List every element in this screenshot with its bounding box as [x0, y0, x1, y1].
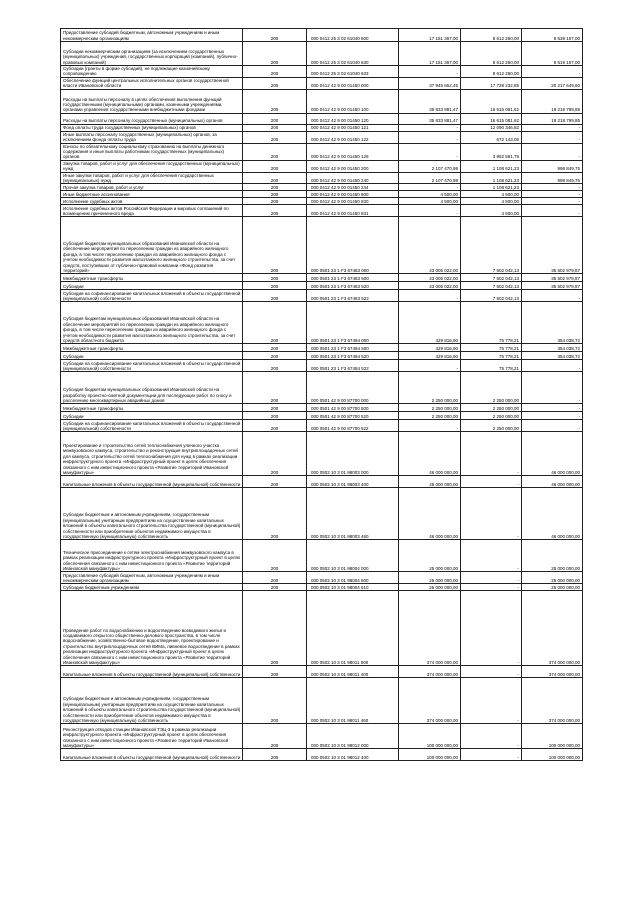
row-budget-code-cell: 000 0501 42 9 00 87700 000 — [307, 372, 399, 404]
row-executed-cell: 16 615 081,62 — [461, 89, 522, 113]
row-executed-cell: 2 250 000,00 — [461, 412, 522, 420]
row-executed-cell: 1 108 621,23 — [461, 172, 522, 184]
row-executed-cell: 75 778,21 — [461, 302, 522, 344]
row-approved-cell: 43 005 022,00 — [399, 282, 461, 290]
table-row — [61, 584, 583, 591]
row-line-code-cell: 200 — [243, 217, 307, 274]
row-budget-code-cell: 000 0412 25 3 02 61040 630 — [307, 42, 399, 66]
row-name-cell: Проектирование и строительство сетей теплоснабжения уличного участка межвузовского кампуса, строительство и реконструкция внутриплощадочных сетей для кампуса, строительство сетей теплоснабжения для нужд в рамках реализации инфраструктурного проекта «Инфраструктурный проект в целях обеспечения связанного с ним инвестиционного проекта «Развитие территорий Ивановской мануфактуры» — [61, 432, 243, 476]
row-budget-code-cell: 000 0501 23 1 F3 67484 522 — [307, 360, 399, 372]
table-row — [61, 591, 583, 666]
row-executed-cell: - — [461, 724, 522, 749]
table-row — [61, 282, 583, 290]
row-unexecuted-cell: 46 000 000,00 — [522, 488, 583, 540]
row-name-cell: Субсидии бюджетным учреждениям — [61, 584, 243, 591]
row-budget-code-cell: 000 0412 42 9 00 01450 830 — [307, 198, 399, 205]
row-name-cell: Субсидии на софинансирование капитальных вложений в объекты государственной (муниципальной) собственности — [61, 360, 243, 372]
row-executed-cell: - — [461, 749, 522, 761]
row-approved-cell: 46 000 000,00 — [399, 488, 461, 540]
table-row — [61, 432, 583, 476]
row-name-cell: Исполнение судебных актов Российской Федерации и мировых соглашений по возмещению причиненного вреда — [61, 205, 243, 217]
row-line-code-cell: 200 — [243, 404, 307, 412]
row-approved-cell: 2 250 000,00 — [399, 412, 461, 420]
row-name-cell: Иные выплаты персоналу государственных (муниципальных) органов, за исключением фонда оплаты труда — [61, 131, 243, 143]
row-approved-cell: 17 151 367,00 — [399, 29, 461, 42]
row-name-cell: Прочая закупка товаров, работ и услуг — [61, 184, 243, 191]
row-name-cell: Субсидии бюджетным и автономным учреждениям, государственным (муниципальным) унитарным предприятиям на осуществление капитальных вложений в объекты капитального строительства государственной (муниципальной) собственности или приобретение объектов недвижимого имущества в государственную (муниципальную) собственность — [61, 488, 243, 540]
table-row — [61, 572, 583, 584]
row-unexecuted-cell: - — [522, 404, 583, 412]
row-approved-cell: - — [399, 205, 461, 217]
row-line-code-cell: 200 — [243, 143, 307, 160]
row-line-code-cell: 200 — [243, 412, 307, 420]
row-approved-cell: 46 000 000,00 — [399, 476, 461, 488]
row-executed-cell: 75 778,21 — [461, 344, 522, 352]
row-name-cell: Техническое присоединение к сетям электроснабжения межвузовского кампуса в рамках реализации инфраструктурного проекта «Инфраструктурный проект в целях обеспечения связанного с ним инвестиционного проекта «Развитие территорий Ивановской мануфактуры» — [61, 540, 243, 572]
row-name-cell: Иные закупки товаров, работ и услуг для обеспечения государственных (муниципальных) нужд — [61, 172, 243, 184]
row-budget-code-cell: 000 0412 42 9 00 01450 000 — [307, 77, 399, 89]
row-executed-cell: - — [461, 678, 522, 724]
row-budget-code-cell: 000 0502 10 3 01 98003 000 — [307, 432, 399, 476]
row-name-cell: Межбюджетные трансферты — [61, 274, 243, 282]
row-line-code-cell: 200 — [243, 749, 307, 761]
row-name-cell: Субсидии бюджетным и автономным учреждениям, государственным (муниципальным) унитарным предприятиям на осуществление капитальных вложений в объекты капитального строительства государственной (муниципальной) собственности или приобретение объектов недвижимого имущества в государственную (муниципальную) собственность — [61, 678, 243, 724]
row-line-code-cell: 200 — [243, 29, 307, 42]
row-executed-cell: 7 502 042,13 — [461, 290, 522, 302]
row-budget-code-cell: 000 0502 10 3 01 98003 400 — [307, 476, 399, 488]
row-budget-code-cell: 000 0412 42 9 00 01450 121 — [307, 124, 399, 131]
row-name-cell: Обеспечение функций центральных исполнительных органов государственной власти Ивановской области — [61, 77, 243, 89]
row-executed-cell: - — [461, 432, 522, 476]
row-unexecuted-cell: - — [522, 124, 583, 131]
row-line-code-cell: 200 — [243, 172, 307, 184]
table-row — [61, 360, 583, 372]
row-name-cell: Проведение работ по водоснабжению и водоотведению возводимого жилья и создаваемого открытого общественно-делового пространства, в том числе водоснабжение, хозяйственно-бытовое водоотведение, проектирование и строительство внутриплощадочных сетей ВИМа, ливневое водоотведение в рамках реализации инфраструктурного проекта «Инфраструктурный проект в целях обеспечения связанного с ним инвестиционного проекта «Развитие территорий Ивановской мануфактуры» — [61, 591, 243, 666]
row-executed-cell: 12 090 346,82 — [461, 124, 522, 131]
table-body — [61, 29, 583, 761]
row-line-code-cell: 200 — [243, 488, 307, 540]
row-unexecuted-cell: 20 217 649,60 — [522, 77, 583, 89]
row-budget-code-cell: 000 0502 10 3 01 98004 000 — [307, 540, 399, 572]
row-approved-cell: 46 000 000,00 — [399, 432, 461, 476]
row-approved-cell: 100 000 000,00 — [399, 724, 461, 749]
row-approved-cell: 35 833 881,47 — [399, 89, 461, 113]
row-budget-code-cell: 000 0501 23 1 F3 67483 000 — [307, 217, 399, 274]
row-unexecuted-cell: - — [522, 412, 583, 420]
table-row — [61, 89, 583, 113]
row-name-cell: Фонд оплаты труда государственных (муниципальных) органов — [61, 124, 243, 131]
row-unexecuted-cell: 35 502 979,87 — [522, 282, 583, 290]
row-line-code-cell: 200 — [243, 591, 307, 666]
row-line-code-cell: 200 — [243, 420, 307, 432]
row-budget-code-cell: 000 0502 10 3 01 98012 400 — [307, 749, 399, 761]
row-line-code-cell: 200 — [243, 89, 307, 113]
table-row — [61, 131, 583, 143]
row-executed-cell: - — [461, 572, 522, 584]
row-budget-code-cell: 000 0501 23 1 F3 67483 500 — [307, 274, 399, 282]
row-name-cell: Субсидии (гранты в форме субсидий), не подлежащие казначейскому сопровождению — [61, 66, 243, 78]
row-executed-cell: 4 500,00 — [461, 198, 522, 205]
row-approved-cell: 25 000 000,00 — [399, 572, 461, 584]
row-budget-code-cell: 000 0412 25 3 02 61040 633 — [307, 66, 399, 78]
row-executed-cell: 8 612 260,00 — [461, 42, 522, 66]
row-name-cell: Субсидии — [61, 352, 243, 360]
row-line-code-cell: 200 — [243, 77, 307, 89]
row-line-code-cell: 200 — [243, 372, 307, 404]
row-line-code-cell: 200 — [243, 131, 307, 143]
row-executed-cell: 672 143,05 — [461, 131, 522, 143]
row-budget-code-cell: 000 0502 10 3 01 98003 460 — [307, 488, 399, 540]
row-unexecuted-cell: 8 519 107,00 — [522, 42, 583, 66]
row-approved-cell: 17 151 367,00 — [399, 42, 461, 66]
table-row — [61, 666, 583, 678]
row-unexecuted-cell: - — [522, 372, 583, 404]
table-row — [61, 724, 583, 749]
row-line-code-cell: 200 — [243, 352, 307, 360]
row-budget-code-cell: 000 0412 42 9 00 01450 200 — [307, 160, 399, 172]
row-approved-cell: 374 000 000,00 — [399, 666, 461, 678]
table-row — [61, 172, 583, 184]
row-approved-cell: 2 250 000,00 — [399, 404, 461, 412]
row-budget-code-cell: 000 0501 23 1 F3 67484 500 — [307, 344, 399, 352]
row-executed-cell: 8 612 260,00 — [461, 29, 522, 42]
table-row — [61, 124, 583, 131]
table-row — [61, 290, 583, 302]
table-row — [61, 66, 583, 78]
row-name-cell: Субсидии некоммерческим организациям (за исключением государственных (муниципальных) учреждений, государственных корпораций (компаний), публично-правовых компаний) — [61, 42, 243, 66]
row-line-code-cell: 200 — [243, 184, 307, 191]
row-executed-cell: 2 250 000,00 — [461, 404, 522, 412]
row-approved-cell: - — [399, 124, 461, 131]
table-row — [61, 404, 583, 412]
row-budget-code-cell: 000 0412 42 9 00 01450 831 — [307, 205, 399, 217]
row-name-cell: Предоставление субсидий бюджетным, автономным учреждениям и иным некоммерческим организациям — [61, 572, 243, 584]
row-unexecuted-cell: 100 000 000,00 — [522, 749, 583, 761]
row-executed-cell: 7 502 042,13 — [461, 282, 522, 290]
row-line-code-cell: 200 — [243, 198, 307, 205]
row-line-code-cell: 200 — [243, 360, 307, 372]
row-approved-cell: 2 250 000,00 — [399, 372, 461, 404]
row-unexecuted-cell: - — [522, 143, 583, 160]
row-unexecuted-cell: 8 539 107,00 — [522, 29, 583, 42]
row-executed-cell: 16 615 081,62 — [461, 113, 522, 124]
row-name-cell: Субсидия бюджетам муниципальных образований Ивановской области на разработку проектно-сметной документации для последующих работ по сносу и расселению многоквартирных аварийных домов — [61, 372, 243, 404]
row-name-cell: Межбюджетные трансферты — [61, 404, 243, 412]
row-executed-cell: 7 502 042,13 — [461, 274, 522, 282]
row-budget-code-cell: 000 0412 42 9 00 01450 100 — [307, 89, 399, 113]
row-budget-code-cell: 000 0501 42 9 00 87700 500 — [307, 404, 399, 412]
row-approved-cell: - — [399, 420, 461, 432]
table-row — [61, 191, 583, 198]
row-budget-code-cell: 000 0502 10 3 01 98011 400 — [307, 666, 399, 678]
row-executed-cell: 8 612 260,00 — [461, 66, 522, 78]
row-unexecuted-cell: 998 849,75 — [522, 172, 583, 184]
row-unexecuted-cell: - — [522, 290, 583, 302]
row-name-cell: Взносы по обязательному социальному страхованию на выплаты денежного содержания и иные выплаты работникам государственных (муниципальных) органов — [61, 143, 243, 160]
row-name-cell: Субсидии — [61, 282, 243, 290]
row-budget-code-cell: 000 0502 10 3 01 98004 610 — [307, 584, 399, 591]
row-budget-code-cell: 000 0412 42 9 00 01450 800 — [307, 191, 399, 198]
row-line-code-cell: 200 — [243, 584, 307, 591]
row-approved-cell: 429 816,90 — [399, 302, 461, 344]
row-budget-code-cell: 000 0412 42 9 00 01450 240 — [307, 172, 399, 184]
row-approved-cell: 2 107 470,98 — [399, 172, 461, 184]
row-unexecuted-cell: 19 218 799,85 — [522, 113, 583, 124]
row-approved-cell: - — [399, 360, 461, 372]
row-line-code-cell: 200 — [243, 290, 307, 302]
row-unexecuted-cell: 25 000 000,00 — [522, 540, 583, 572]
row-unexecuted-cell: 374 000 000,00 — [522, 678, 583, 724]
budget-execution-table — [60, 28, 583, 761]
table-row — [61, 77, 583, 89]
row-executed-cell: - — [461, 666, 522, 678]
table-row — [61, 184, 583, 191]
row-approved-cell: - — [399, 290, 461, 302]
row-name-cell: Субсидии на софинансирование капитальных вложений в объекты государственной (муниципальной) собственности — [61, 420, 243, 432]
row-budget-code-cell: 000 0502 10 3 01 98011 460 — [307, 678, 399, 724]
row-budget-code-cell: 000 0501 23 1 F3 67484 520 — [307, 352, 399, 360]
row-unexecuted-cell: 46 000 000,00 — [522, 476, 583, 488]
row-unexecuted-cell: - — [522, 360, 583, 372]
row-line-code-cell: 200 — [243, 205, 307, 217]
row-line-code-cell: 200 — [243, 724, 307, 749]
table-row — [61, 412, 583, 420]
row-approved-cell: 25 000 000,00 — [399, 584, 461, 591]
row-executed-cell: 4 500,00 — [461, 191, 522, 198]
row-approved-cell: 4 500,00 — [399, 198, 461, 205]
row-name-cell: Исполнение судебных актов — [61, 198, 243, 205]
row-name-cell: Субсидия бюджетам муниципальных образований Ивановской области на обеспечение мероприятий по переселению граждан из аварийного жилищного фонда, в том числе переселению граждан из аварийного жилищного фонда с учетом необходимости развития малоэтажного жилищного строительства, за счет средств областного бюджета — [61, 302, 243, 344]
row-approved-cell: - — [399, 131, 461, 143]
row-unexecuted-cell: 35 502 979,87 — [522, 217, 583, 274]
row-budget-code-cell: 000 0501 42 9 00 87700 520 — [307, 412, 399, 420]
table-row — [61, 476, 583, 488]
table-row — [61, 540, 583, 572]
row-name-cell: Субсидия бюджетам муниципальных образований Ивановской области на обеспечение мероприятий по переселению граждан из аварийного жилищного фонда, в том числе переселению граждан из аварийного жилищного фонда с учетом необходимости развития малоэтажного жилищного строительства, за счет средств, поступивших от публично-правовой компании «Фонд развития территорий» — [61, 217, 243, 274]
row-line-code-cell: 200 — [243, 540, 307, 572]
row-line-code-cell: 200 — [243, 666, 307, 678]
row-approved-cell: - — [399, 66, 461, 78]
row-budget-code-cell: 000 0502 10 3 01 98011 000 — [307, 591, 399, 666]
row-budget-code-cell: 000 0501 42 9 00 87700 522 — [307, 420, 399, 432]
row-approved-cell: 4 500,00 — [399, 191, 461, 198]
table-row — [61, 678, 583, 724]
row-line-code-cell: 200 — [243, 432, 307, 476]
row-executed-cell: 2 250 000,00 — [461, 420, 522, 432]
row-unexecuted-cell: 374 000 000,00 — [522, 666, 583, 678]
row-unexecuted-cell: - — [522, 198, 583, 205]
row-budget-code-cell: 000 0412 25 3 02 61040 600 — [307, 29, 399, 42]
row-unexecuted-cell: 100 000 000,00 — [522, 724, 583, 749]
table-row — [61, 113, 583, 124]
row-approved-cell: - — [399, 143, 461, 160]
table-row — [61, 160, 583, 172]
row-executed-cell: - — [461, 584, 522, 591]
row-unexecuted-cell: 35 502 979,87 — [522, 274, 583, 282]
row-unexecuted-cell: 19 218 799,85 — [522, 89, 583, 113]
row-name-cell: Субсидии — [61, 412, 243, 420]
row-approved-cell: 2 107 470,98 — [399, 160, 461, 172]
table-row — [61, 302, 583, 344]
table-row — [61, 198, 583, 205]
row-name-cell: Закупка товаров, работ и услуг для обеспечения государственных (муниципальных) нужд — [61, 160, 243, 172]
row-unexecuted-cell: - — [522, 66, 583, 78]
row-executed-cell: 1 108 621,23 — [461, 160, 522, 172]
row-unexecuted-cell: 25 000 000,00 — [522, 584, 583, 591]
row-approved-cell: 35 833 881,47 — [399, 113, 461, 124]
row-unexecuted-cell: - — [522, 420, 583, 432]
row-unexecuted-cell: - — [522, 131, 583, 143]
row-budget-code-cell: 000 0501 23 1 F3 67483 520 — [307, 282, 399, 290]
row-executed-cell: - — [461, 591, 522, 666]
row-approved-cell: 100 000 000,00 — [399, 749, 461, 761]
row-executed-cell: - — [461, 540, 522, 572]
row-unexecuted-cell: - — [522, 205, 583, 217]
row-unexecuted-cell: - — [522, 191, 583, 198]
row-approved-cell: 43 005 022,00 — [399, 274, 461, 282]
row-approved-cell: 374 000 000,00 — [399, 591, 461, 666]
row-approved-cell: 429 816,90 — [399, 344, 461, 352]
row-line-code-cell: 200 — [243, 274, 307, 282]
row-name-cell: Межбюджетные трансферты — [61, 344, 243, 352]
table-row — [61, 488, 583, 540]
table-row — [61, 205, 583, 217]
row-budget-code-cell: 000 0412 42 9 00 01450 120 — [307, 113, 399, 124]
row-line-code-cell: 200 — [243, 113, 307, 124]
row-executed-cell: 4 500,00 — [461, 205, 522, 217]
table-row — [61, 217, 583, 274]
row-unexecuted-cell: 354 038,72 — [522, 352, 583, 360]
row-line-code-cell: 200 — [243, 476, 307, 488]
row-line-code-cell: 200 — [243, 191, 307, 198]
row-line-code-cell: 200 — [243, 678, 307, 724]
row-unexecuted-cell: 25 000 000,00 — [522, 572, 583, 584]
row-approved-cell: 25 000 000,00 — [399, 540, 461, 572]
row-line-code-cell: 200 — [243, 124, 307, 131]
row-budget-code-cell: 000 0501 23 1 F3 67484 000 — [307, 302, 399, 344]
row-line-code-cell: 200 — [243, 572, 307, 584]
row-line-code-cell: 200 — [243, 302, 307, 344]
row-approved-cell: 43 005 022,00 — [399, 217, 461, 274]
table-row — [61, 274, 583, 282]
row-name-cell: Иные бюджетные ассигнования — [61, 191, 243, 198]
row-name-cell: Капитальные вложения в объекты государственной (муниципальной) собственности — [61, 749, 243, 761]
row-executed-cell: - — [461, 488, 522, 540]
row-line-code-cell: 200 — [243, 160, 307, 172]
row-executed-cell: 1 108 621,23 — [461, 184, 522, 191]
row-approved-cell: 374 000 000,00 — [399, 678, 461, 724]
row-executed-cell: 75 778,21 — [461, 360, 522, 372]
budget-report-sheet — [60, 28, 582, 761]
row-budget-code-cell: 000 0412 42 9 00 01450 129 — [307, 143, 399, 160]
table-row — [61, 420, 583, 432]
row-line-code-cell: 200 — [243, 344, 307, 352]
row-unexecuted-cell: 354 038,72 — [522, 344, 583, 352]
row-budget-code-cell: 000 0412 42 9 00 01450 244 — [307, 184, 399, 191]
row-unexecuted-cell: 374 000 000,00 — [522, 591, 583, 666]
row-budget-code-cell: 000 0501 23 1 F3 67483 522 — [307, 290, 399, 302]
table-row — [61, 42, 583, 66]
row-executed-cell: 7 502 042,13 — [461, 217, 522, 274]
row-unexecuted-cell: - — [522, 184, 583, 191]
row-executed-cell: 75 778,21 — [461, 352, 522, 360]
row-name-cell: Расходы на выплаты персоналу в целях обеспечения выполнения функций государственными (муниципальными) органами, казенными учреждениями, органами управления государственными внебюджетными фондами — [61, 89, 243, 113]
row-unexecuted-cell: 354 038,72 — [522, 302, 583, 344]
row-budget-code-cell: 000 0502 10 3 01 98004 600 — [307, 572, 399, 584]
row-executed-cell: 2 250 000,00 — [461, 372, 522, 404]
row-executed-cell: - — [461, 476, 522, 488]
row-budget-code-cell: 000 0412 42 9 00 01450 122 — [307, 131, 399, 143]
table-row — [61, 749, 583, 761]
table-row — [61, 352, 583, 360]
row-approved-cell: - — [399, 184, 461, 191]
row-line-code-cell: 200 — [243, 66, 307, 78]
row-unexecuted-cell: 998 849,75 — [522, 160, 583, 172]
row-name-cell: Предоставление субсидий бюджетным, автономным учреждениям и иным некоммерческим организациям — [61, 29, 243, 42]
row-name-cell: Реконструкция отводов станции Ивановской ТЭЦ-3 в рамках реализации инфраструктурного проекта «Инфраструктурный проект в целях обеспечения связанного с ним инвестиционного проекта «Развитие территорий Ивановской мануфактуры» — [61, 724, 243, 749]
row-approved-cell: 37 945 652,45 — [399, 77, 461, 89]
row-name-cell: Расходы на выплаты персоналу государственных (муниципальных) органов — [61, 113, 243, 124]
row-line-code-cell: 200 — [243, 42, 307, 66]
row-budget-code-cell: 000 0502 10 3 01 98012 000 — [307, 724, 399, 749]
table-row — [61, 372, 583, 404]
row-name-cell: Субсидии на софинансирование капитальных вложений в объекты государственной (муниципальной) собственности — [61, 290, 243, 302]
row-line-code-cell: 200 — [243, 282, 307, 290]
row-executed-cell: 3 852 591,75 — [461, 143, 522, 160]
table-row — [61, 29, 583, 42]
row-name-cell: Капитальные вложения в объекты государственной (муниципальной) собственности — [61, 476, 243, 488]
row-name-cell: Капитальные вложения в объекты государственной (муниципальной) собственности — [61, 666, 243, 678]
row-executed-cell: 17 728 232,85 — [461, 77, 522, 89]
table-row — [61, 143, 583, 160]
row-unexecuted-cell: 46 000 000,00 — [522, 432, 583, 476]
table-row — [61, 344, 583, 352]
row-approved-cell: 429 816,90 — [399, 352, 461, 360]
